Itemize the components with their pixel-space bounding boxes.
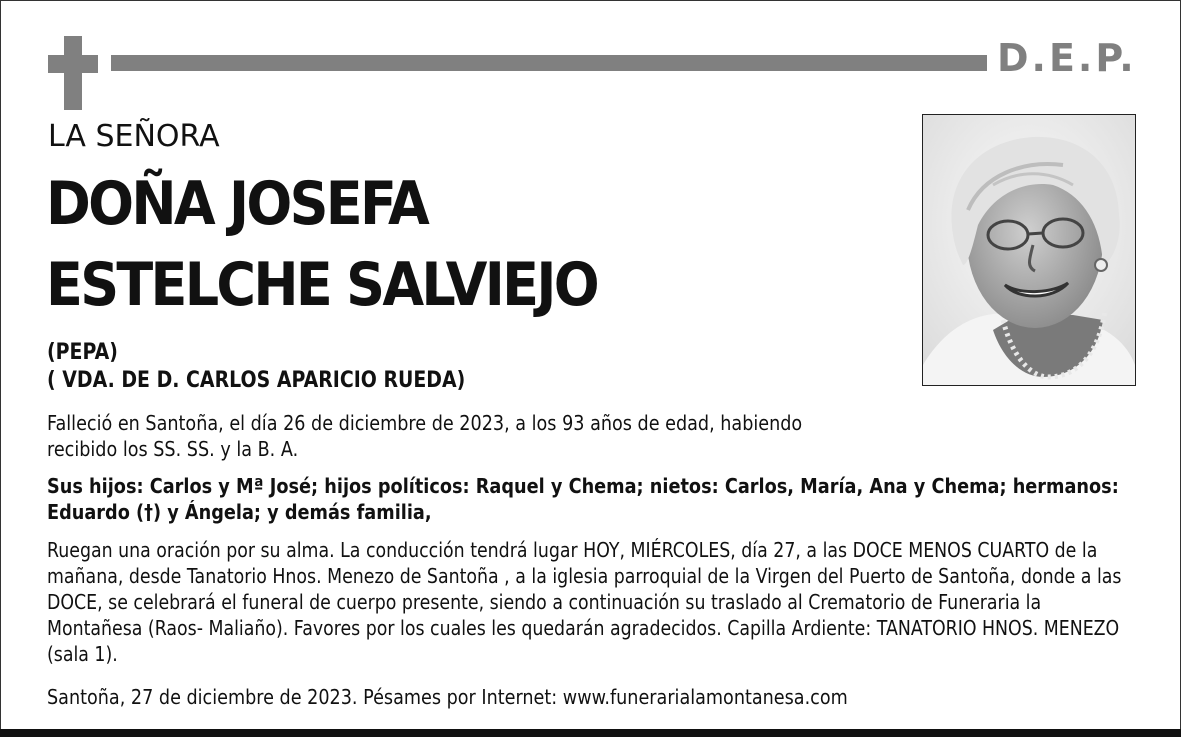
cross-icon: [64, 36, 82, 110]
deceased-name-line1: DOÑA JOSEFA: [46, 169, 428, 239]
footer-line: Santoña, 27 de diciembre de 2023. Pésames por Internet: www.funerarialamontanesa.com: [47, 685, 848, 709]
intro-label: LA SEÑORA: [48, 119, 220, 154]
portrait-image: [923, 115, 1135, 385]
dep-heading: D.E.P.: [997, 36, 1137, 80]
ceremony-details: Ruegan una oración por su alma. La conducción tendrá lugar HOY, MIÉRCOLES, día 27, a las DOCE MENOS CUARTO de la mañana, desde Tanatorio Hnos. Menezo de Santoña , a la iglesia parroquial de la Virgen del Puerto de Santoña, donde a las DOCE, se celebrará el funeral de cuerpo presente, siendo a continuación su traslado al Crematorio de Funeraria la Montañesa (Raos- Maliaño). Favores por los cuales les quedarán agradecidos. Capilla Ardiente: TANATORIO HNOS. MENEZO (sala 1).: [47, 538, 1122, 666]
cross-icon-bar: [48, 55, 98, 73]
bottom-border: [0, 729, 1181, 737]
death-notice: Falleció en Santoña, el día 26 de diciembre de 2023, a los 93 años de edad, habiendo recibido los SS. SS. y la B. A.: [47, 411, 803, 461]
nickname: (PEPA): [47, 340, 118, 365]
portrait-photo: [922, 114, 1136, 386]
deceased-name-line2: ESTELCHE SALVIEJO: [46, 250, 597, 320]
header-rule: [111, 55, 987, 71]
widow-of: ( VDA. DE D. CARLOS APARICIO RUEDA): [47, 368, 466, 393]
family-list: Sus hijos: Carlos y Mª José; hijos políticos: Raquel y Chema; nietos: Carlos, María, Ana y Chema; hermanos: Eduardo (†) y Ángela; y demás familia,: [47, 474, 1119, 524]
